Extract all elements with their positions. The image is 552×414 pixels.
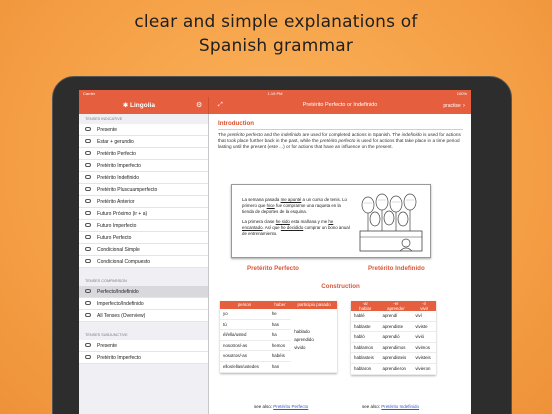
expand-icon[interactable]: ⤢	[218, 102, 223, 108]
column-header: haber	[269, 301, 291, 309]
table-cell: hablamos	[351, 342, 380, 353]
sidebar-item-preterito-pluscuamperfecto[interactable]: Pretérito Pluscuamperfecto	[79, 184, 208, 196]
table-cell: él/ella/usted	[220, 330, 269, 341]
table-row	[351, 363, 436, 374]
section-header-subjunctive: TENSES SUBJUNCTIVE	[85, 333, 128, 337]
sidebar-item-preterito-perfecto[interactable]: Pretérito Perfecto	[79, 148, 208, 160]
table-cell: nosotros/-as	[220, 340, 269, 351]
speech-bubble-icon	[85, 199, 91, 203]
table-row	[351, 321, 436, 332]
nav-bar	[79, 97, 471, 114]
table-row	[220, 309, 337, 319]
headline-line-1: clear and simple explanations of	[134, 12, 418, 32]
participle: hablado	[294, 329, 310, 335]
speech-bubble-icon	[85, 247, 91, 251]
speech-bubble-icon	[85, 259, 91, 263]
table-cell: han	[269, 361, 291, 372]
table-row	[351, 353, 436, 364]
tennis-rackets-illustration	[356, 191, 426, 253]
tense-heading-indefinido: Pretérito Indefinido	[368, 265, 425, 272]
sidebar-item-futuro-proximo[interactable]: Futuro Próximo (ir + a)	[79, 208, 208, 220]
see-also-indefinido: see also: Pretérito Indefinido	[362, 404, 420, 409]
section-gap	[79, 322, 208, 330]
speech-bubble-icon	[85, 301, 91, 305]
table-cell: viví	[412, 311, 436, 321]
table-cell: hablé	[351, 311, 380, 321]
speech-bubble-icon	[85, 289, 91, 293]
link-preterito-indefinido[interactable]: Pretérito Indefinido	[381, 404, 420, 409]
table-cell: ha	[269, 330, 291, 341]
sidebar-item-preterito-indefinido[interactable]: Pretérito Indefinido	[79, 172, 208, 184]
table-cell: hablaste	[351, 321, 380, 332]
see-also-perfecto: see also: Pretérito Perfecto	[254, 404, 309, 409]
section-header-indicative: TENSES INDICATIVE	[85, 117, 123, 121]
speech-bubble-icon	[85, 235, 91, 239]
column-header: -ir vivir	[412, 301, 436, 311]
sidebar-item-preterito-anterior[interactable]: Pretérito Anterior	[79, 196, 208, 208]
column-header: person	[220, 301, 269, 309]
table-cell: aprendiste	[380, 321, 413, 332]
intro-heading: Introduction	[218, 120, 255, 127]
gear-icon[interactable]: ⚙	[196, 102, 203, 109]
speech-bubble-icon	[85, 223, 91, 227]
speech-bubble-icon	[85, 355, 91, 359]
divider	[218, 129, 463, 130]
table-cell: tú	[220, 319, 269, 330]
table-cell: hemos	[269, 340, 291, 351]
table-cell: vivimos	[412, 342, 436, 353]
carrier-label: Carrier	[83, 91, 96, 96]
lingolia-logo-icon: ✱	[123, 103, 129, 109]
speech-bubble-icon	[85, 139, 91, 143]
sidebar-item-estar-gerundio[interactable]: Estar + gerundio	[79, 136, 208, 148]
section-header-comparison: TENSES COMPARISON	[85, 279, 127, 283]
column-header: -ar hablar	[351, 301, 380, 311]
page-title: Pretérito Perfecto or Indefinido	[302, 102, 378, 108]
speech-bubble-icon	[85, 127, 91, 131]
app-name: Lingolia	[130, 102, 155, 109]
table-cell: viviste	[412, 321, 436, 332]
table-cell: aprendió	[380, 332, 413, 343]
participle: aprendido	[294, 337, 314, 343]
participle-cell	[291, 309, 337, 372]
speech-bubble-icon	[85, 211, 91, 215]
speech-bubble-icon	[85, 187, 91, 191]
app-logo	[123, 100, 155, 112]
sidebar-item-imperfecto-indefinido[interactable]: Imperfecto/Indefinido	[79, 298, 208, 310]
speech-bubble-icon	[85, 175, 91, 179]
sidebar-item-preterito-imperfecto[interactable]: Pretérito Imperfecto	[79, 160, 208, 172]
table-cell: vivisteis	[412, 353, 436, 364]
table-cell: aprendieron	[380, 363, 413, 374]
table-row	[351, 311, 436, 321]
example-text	[242, 197, 350, 242]
headline-line-2: Spanish grammar	[198, 36, 354, 56]
table-header-row	[220, 301, 337, 309]
tense-heading-perfecto: Pretérito Perfecto	[247, 265, 299, 272]
speech-bubble-icon	[85, 313, 91, 317]
participle: vivido	[294, 345, 306, 351]
table-cell: hablasteis	[351, 353, 380, 364]
example-paragraph-2: La primera clase he sido esta mañana y me he encantado. Así que he decidido comprar un bono anual de entrenamiento.	[242, 219, 350, 237]
example-paragraph-1: La semana pasada me apunté a un curso de tenis. Lo primero que hice fue comprarme una raqueta en la tienda de deportes de la esquina.	[242, 197, 347, 215]
table-cell: vosotros/-as	[220, 351, 269, 362]
status-time: 1:19 PM	[267, 91, 283, 96]
column-header: participio pasado	[291, 301, 337, 309]
sidebar-item-presente[interactable]: Presente	[79, 124, 208, 136]
sidebar-item-condicional-simple[interactable]: Condicional Simple	[79, 244, 208, 256]
sidebar-item-subj-preterito-imperfecto[interactable]: Pretérito Imperfecto	[79, 352, 208, 364]
table-cell: vivió	[412, 332, 436, 343]
table-cell: has	[269, 319, 291, 330]
content-pane	[210, 114, 471, 414]
table-cell: vivieron	[412, 363, 436, 374]
table-cell: habló	[351, 332, 380, 343]
table-cell: aprendí	[380, 311, 413, 321]
construction-heading: Construction	[321, 283, 360, 290]
table-cell: aprendisteis	[380, 353, 413, 364]
indefinido-table	[351, 301, 436, 375]
battery-label: 100%	[456, 91, 467, 96]
sidebar-header	[79, 97, 209, 114]
chevron-right-icon: ›	[462, 102, 465, 109]
table-cell: aprendimos	[380, 342, 413, 353]
sidebar-item-condicional-compuesto[interactable]: Condicional Compuesto	[79, 256, 208, 268]
sidebar	[79, 114, 209, 414]
link-preterito-perfecto[interactable]: Pretérito Perfecto	[273, 404, 309, 409]
table-row	[351, 342, 436, 353]
table-row	[351, 332, 436, 343]
table-cell: yo	[220, 309, 269, 319]
section-gap	[79, 268, 208, 276]
table-cell: ellos/ellas/ustedes	[220, 361, 269, 372]
speech-bubble-icon	[85, 151, 91, 155]
example-box	[231, 184, 431, 258]
table-cell: hablaron	[351, 363, 380, 374]
column-header: -er aprender	[380, 301, 413, 311]
practise-button[interactable]	[443, 97, 465, 115]
sidebar-item-all-tenses[interactable]: All Tenses (Overview)	[79, 310, 208, 322]
table-header-row	[351, 301, 436, 311]
intro-paragraph: The pretérito perfecto and the indefinido are used for completed actions in Spanish. The indefinido is used for actions that took place further back in the past, while the pretérito perfecto is used for actions that take place in a time period lasting until the present (este ...) or for actions that have an influence on the present.	[218, 132, 461, 150]
perfecto-table	[220, 301, 337, 373]
sidebar-item-futuro-perfecto[interactable]: Futuro Perfecto	[79, 232, 208, 244]
sidebar-item-perfecto-indefinido[interactable]: Perfecto/Indefinido	[79, 286, 208, 298]
table-cell: he	[269, 309, 291, 319]
speech-bubble-icon	[85, 343, 91, 347]
table-cell: habéis	[269, 351, 291, 362]
sidebar-item-futuro-imperfecto[interactable]: Futuro Imperfecto	[79, 220, 208, 232]
app-screen	[79, 90, 471, 414]
practise-label: practise	[443, 103, 461, 109]
sidebar-item-subj-presente[interactable]: Presente	[79, 340, 208, 352]
status-bar	[79, 90, 471, 97]
speech-bubble-icon	[85, 163, 91, 167]
